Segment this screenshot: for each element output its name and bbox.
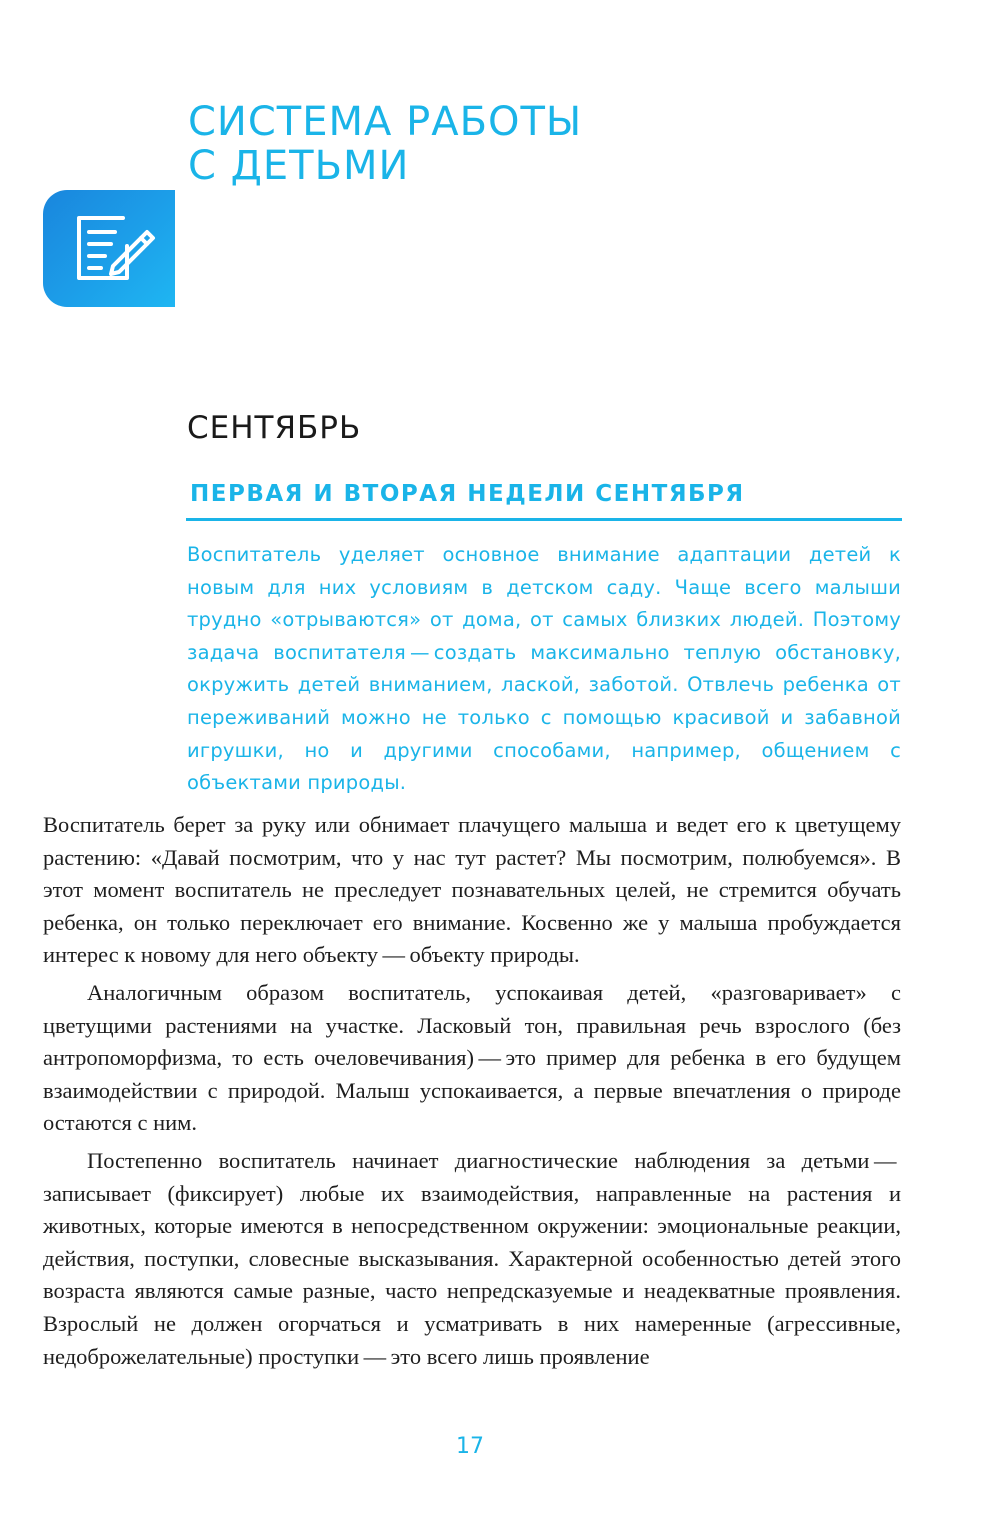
subsection-heading: ПЕРВАЯ И ВТОРАЯ НЕДЕЛИ СЕНТЯБРЯ	[190, 481, 745, 507]
document-edit-icon	[69, 208, 159, 290]
section-heading: СЕНТЯБРЬ	[187, 410, 362, 446]
chapter-title-line-2: С ДЕТЬМИ	[188, 143, 410, 189]
body-paragraph: Постепенно воспитатель начинает диагностические наблюдения за детьми — записывает (фиксирует) любые их взаимодействия, направленные на растения и животных, которые имеются в непосредственном окружении: эмоциональные реакции, действия, поступки, словесные высказывания. Характерной особенностью детей этого возраста являются самые разные, часто непредсказуемые и неадекватные проявления. Взрослый не должен огорчаться и усматривать в них намеренные (агрессивные, недоброжелательные) проступки — это всего лишь проявление	[43, 1147, 901, 1369]
subsection-divider	[186, 518, 902, 521]
chapter-title-line-1: СИСТЕМА РАБОТЫ	[188, 99, 583, 145]
body-text	[43, 809, 901, 1378]
chapter-title	[188, 100, 888, 188]
intro-paragraph: Воспитатель уделяет основное внимание адаптации детей к новым для них условиям в детском саду. Чаще всего малыши трудно «отрываются» от дома, от самых близких людей. Поэтому задача воспитателя — создать максимально теплую обстановку, окружить детей вниманием, лаской, заботой. Отвлечь ребенка от переживаний можно не только с помощью красивой и забавной игрушки, но и другими способами, например, общением с объектами природы.	[187, 543, 901, 795]
body-paragraph: Воспитатель берет за руку или обнимает плачущего малыша и ведет его к цветущему растению: «Давай посмотрим, что у нас тут растет? Мы посмотрим, полюбуемся». В этот момент воспитатель не преследует познавательных целей, не стремится обучать ребенка, он только переключает его внимание. Косвенно же у малыша пробуждается интерес к новому для него объекту — объекту природы.	[43, 812, 901, 968]
body-paragraph: Аналогичным образом воспитатель, успокаивая детей, «разговаривает» с цветущими растениями на участке. Ласковый тон, правильная речь взрослого (без антропоморфизма, то есть очеловечивания) — это пример для ребенка в его будущем взаимодействии с природой. Малыш успокаивается, а первые впечатления о природе остаются с ним.	[43, 979, 901, 1136]
page-number: 17	[456, 1434, 484, 1459]
chapter-badge	[43, 190, 175, 307]
